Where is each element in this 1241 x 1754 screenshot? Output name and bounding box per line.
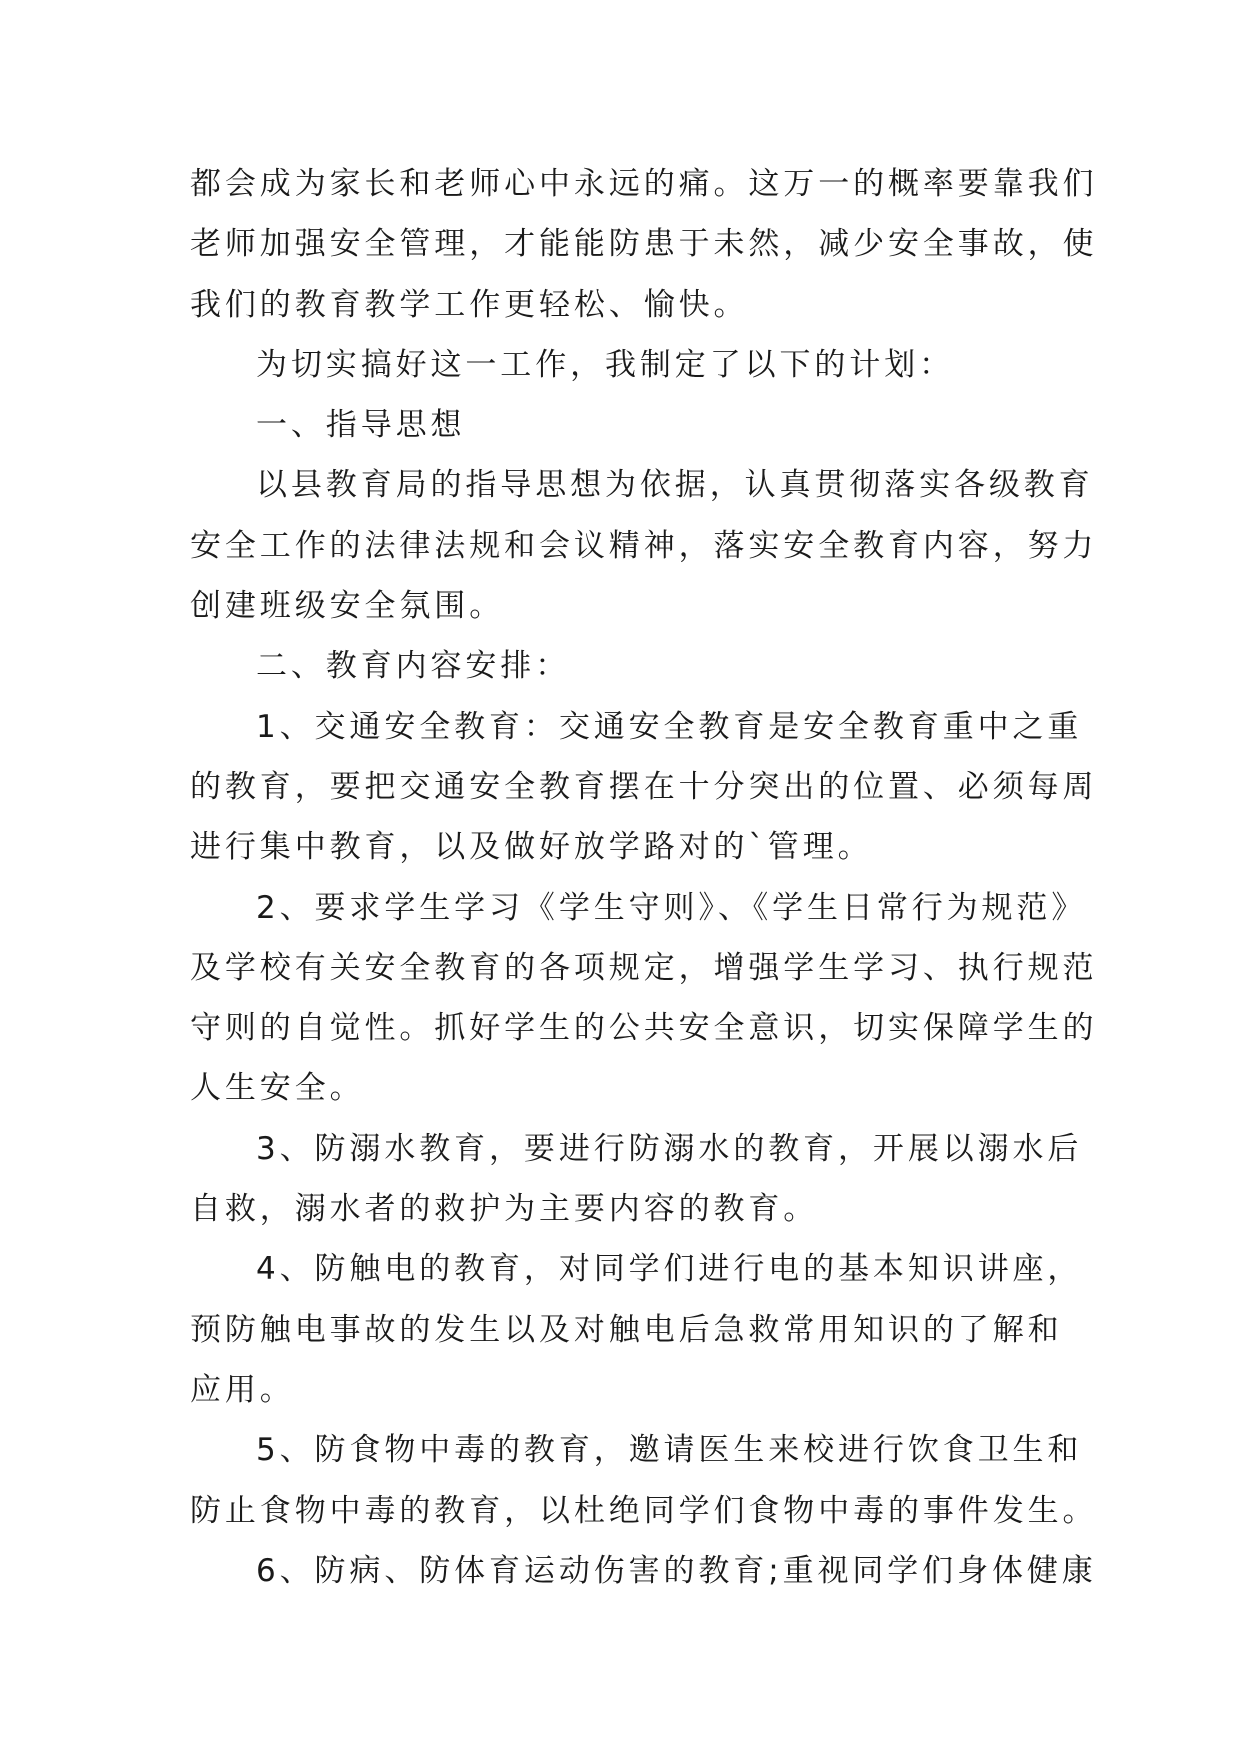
list-item-first-line: 5、防食物中毒的教育，邀请医生来校进行饮食卫生和 <box>256 1432 1083 1469</box>
text-line: 防止食物中毒的教育，以杜绝同学们食物中毒的事件发生。 <box>190 1492 1098 1529</box>
text-line: 应用。 <box>190 1371 295 1408</box>
text-line: 自救，溺水者的救护为主要内容的教育。 <box>190 1191 819 1228</box>
list-item-first-line: 3、防溺水教育，要进行防溺水的教育，开展以溺水后 <box>256 1130 1083 1167</box>
text-line: 进行集中教育，以及做好放学路对的`管理。 <box>190 829 873 866</box>
text-line: 的教育，要把交通安全教育摆在十分突出的位置、必须每周 <box>190 768 1098 805</box>
list-item-first-line: 1、交通安全教育：交通安全教育是安全教育重中之重 <box>256 708 1083 745</box>
text-line: 人生安全。 <box>190 1070 365 1107</box>
text-line: 及学校有关安全教育的各项规定，增强学生学习、执行规范 <box>190 949 1098 986</box>
text-line: 安全工作的法律法规和会议精神，落实安全教育内容，努力 <box>190 527 1098 564</box>
document-body <box>190 154 1098 1601</box>
text-line: 守则的自觉性。抓好学生的公共安全意识，切实保障学生的 <box>190 1010 1098 1047</box>
section-heading: 一、指导思想 <box>256 407 466 444</box>
text-line: 预防触电事故的发生以及对触电后急救常用知识的了解和 <box>190 1311 1063 1348</box>
list-item-first-line: 4、防触电的教育，对同学们进行电的基本知识讲座， <box>256 1251 1083 1288</box>
text-line: 我们的教育教学工作更轻松、愉快。 <box>190 286 749 323</box>
text-line: 都会成为家长和老师心中永远的痛。这万一的概率要靠我们 <box>190 166 1098 202</box>
list-item-first-line: 2、要求学生学习《学生守则》、《学生日常行为规范》 <box>256 889 1087 926</box>
paragraph-first-line: 以县教育局的指导思想为依据，认真贯彻落实各级教育 <box>256 467 1094 504</box>
paragraph-first-line: 为切实搞好这一工作，我制定了以下的计划： <box>256 346 954 383</box>
text-line: 老师加强安全管理，才能能防患于未然，减少安全事故，使 <box>190 226 1098 263</box>
list-item-first-line: 6、防病、防体育运动伤害的教育;重视同学们身体健康 <box>256 1552 1097 1589</box>
section-heading: 二、教育内容安排： <box>256 648 571 685</box>
text-line: 创建班级安全氛围。 <box>190 588 505 625</box>
